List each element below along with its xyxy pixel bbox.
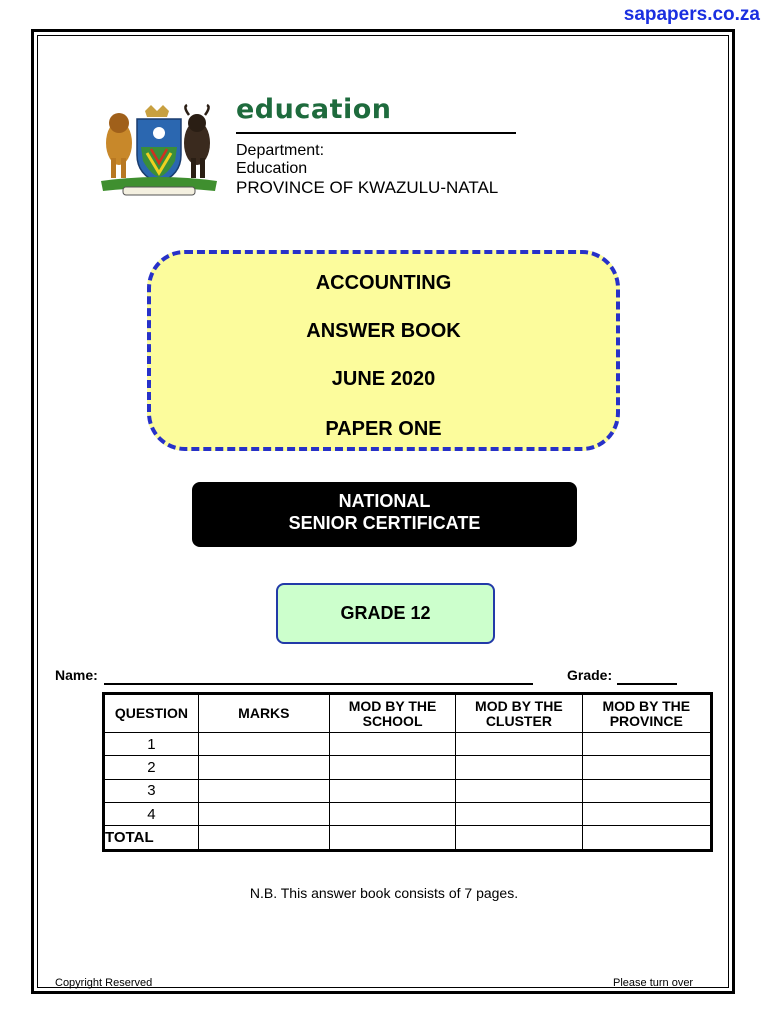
mod-cluster-cell[interactable] xyxy=(456,803,582,826)
mod-school-cell[interactable] xyxy=(329,756,455,779)
mod-province-cell[interactable] xyxy=(582,779,711,802)
kzn-coat-of-arms-logo xyxy=(97,103,221,199)
marks-table xyxy=(102,692,713,852)
logo-underline xyxy=(236,132,516,134)
header-marks: MARKS xyxy=(198,694,329,733)
exam-date: JUNE 2020 xyxy=(331,368,436,390)
question-number: 4 xyxy=(104,803,199,826)
marks-total-cell[interactable] xyxy=(198,826,329,851)
marks-cell[interactable] xyxy=(198,803,329,826)
mod-province-cell[interactable] xyxy=(582,803,711,826)
mod-school-cell[interactable] xyxy=(329,779,455,802)
grade-label: Grade: xyxy=(567,667,613,683)
marks-cell[interactable] xyxy=(198,756,329,779)
certificate-line-2: SENIOR CERTIFICATE xyxy=(288,513,481,533)
table-row xyxy=(104,779,712,802)
table-total-row xyxy=(104,826,712,851)
grade-badge: GRADE 12 xyxy=(276,583,495,644)
certificate-line-1: NATIONAL xyxy=(338,491,431,511)
mod-province-total-cell[interactable] xyxy=(582,826,711,851)
subject-title: ACCOUNTING xyxy=(315,272,452,294)
mod-cluster-total-cell[interactable] xyxy=(456,826,582,851)
department-label: Department: xyxy=(236,142,325,159)
mod-school-total-cell[interactable] xyxy=(329,826,455,851)
mod-cluster-cell[interactable] xyxy=(456,733,582,756)
header-mod-school: MOD BY THE SCHOOL xyxy=(329,694,455,733)
table-row xyxy=(104,803,712,826)
title-box xyxy=(147,250,620,451)
book-title: ANSWER BOOK xyxy=(306,320,461,342)
name-label: Name: xyxy=(55,667,98,683)
mod-province-cell[interactable] xyxy=(582,733,711,756)
table-row xyxy=(104,733,712,756)
header-mod-cluster: MOD BY THE CLUSTER xyxy=(456,694,582,733)
header-question: QUESTION xyxy=(104,694,199,733)
table-header-row xyxy=(104,694,712,733)
header-mod-province: MOD BY THE PROVINCE xyxy=(582,694,711,733)
total-label: TOTAL xyxy=(104,826,199,851)
mod-school-cell[interactable] xyxy=(329,803,455,826)
mod-province-cell[interactable] xyxy=(582,756,711,779)
name-field[interactable] xyxy=(104,683,533,685)
page-count-note: N.B. This answer book consists of 7 pages. xyxy=(249,885,519,901)
grade-field[interactable] xyxy=(617,683,677,685)
mod-cluster-cell[interactable] xyxy=(456,756,582,779)
province-name: PROVINCE OF KWAZULU-NATAL xyxy=(236,178,499,197)
turn-over-footer: Please turn over xyxy=(613,977,694,989)
department-name: Education xyxy=(236,160,308,177)
mod-cluster-cell[interactable] xyxy=(456,779,582,802)
paper-number: PAPER ONE xyxy=(325,418,442,440)
watermark-text[interactable]: sapapers.co.za xyxy=(623,4,760,25)
mod-school-cell[interactable] xyxy=(329,733,455,756)
table-row xyxy=(104,756,712,779)
question-number: 2 xyxy=(104,756,199,779)
certificate-banner xyxy=(192,482,577,547)
marks-cell[interactable] xyxy=(198,733,329,756)
copyright-footer: Copyright Reserved xyxy=(55,977,153,989)
marks-cell[interactable] xyxy=(198,779,329,802)
question-number: 3 xyxy=(104,779,199,802)
education-logo-word: education xyxy=(236,94,392,125)
question-number: 1 xyxy=(104,733,199,756)
